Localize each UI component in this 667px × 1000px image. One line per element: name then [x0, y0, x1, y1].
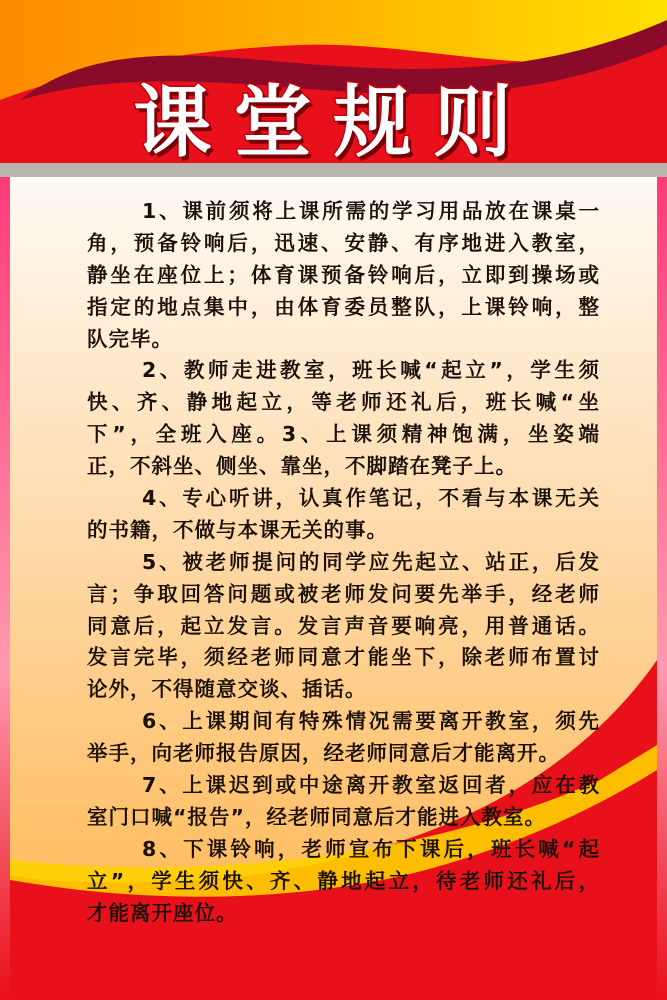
rule-1-line: 静坐在座位上；体育课预备铃响后，立即到操场或: [87, 262, 600, 287]
rule-4-line: 言；争取回答问题或被老师发问要先举手，经老师: [87, 581, 600, 606]
rule-4-line: 5、被老师提问的同学应先起立、站正，后发: [142, 549, 600, 574]
rule-3-line: 的书籍，不做与本课无关的事。: [87, 517, 388, 542]
poster-title: 课堂规则: [133, 78, 534, 168]
rule-1-line: 角，预备铃响后，迅速、安静、有序地进入教室，: [87, 230, 600, 255]
rule-3-line: 4、专心听讲，认真作笔记，不看与本课无关: [142, 486, 600, 511]
rule-4-line: 同意后，起立发言。发言声音要响亮，用普通话。: [87, 613, 600, 638]
rule-2-line: 2、教师走进教室，班长喊“起立”，学生须: [142, 358, 600, 383]
rule-6-line: 室门口喊“报告”，经老师同意后才能进入教室。: [87, 804, 546, 829]
rule-5-line: 举手，向老师报告原因，经老师同意后才能离开。: [87, 741, 560, 766]
rule-5-line: 6、上课期间有特殊情况需要离开教室，须先: [142, 709, 600, 734]
rule-4-line: 论外，不得随意交谈、插话。: [87, 677, 367, 702]
rule-1-line: 指定的地点集中，由体育委员整队，上课铃响，整: [87, 294, 600, 319]
rule-1-line: 队完毕。: [87, 326, 173, 351]
rule-7-line: 才能离开座位。: [87, 900, 238, 925]
rules-list: [87, 196, 600, 929]
rule-2-line: 快、齐、静地起立，等老师还礼后，班长喊“坐: [87, 390, 600, 415]
rule-2-line: 正，不斜坐、侧坐、靠坐，不脚踏在凳子上。: [87, 454, 517, 479]
rule-1-line: 1、课前须将上课所需的学习用品放在课桌一: [142, 199, 600, 223]
rule-7-line: 立”，学生须快、齐、静地起立，待老师还礼后，: [87, 868, 600, 893]
rule-4-line: 发言完毕，须经老师同意才能坐下，除老师布置讨: [87, 645, 600, 670]
rule-7-line: 8、下课铃响，老师宣布下课后，班长喊“起: [142, 836, 600, 861]
rule-2-line: 下”，全班入座。3、上课须精神饱满，坐姿端: [87, 422, 600, 447]
rule-6-line: 7、上课迟到或中途离开教室返回者，应在教: [142, 773, 600, 798]
